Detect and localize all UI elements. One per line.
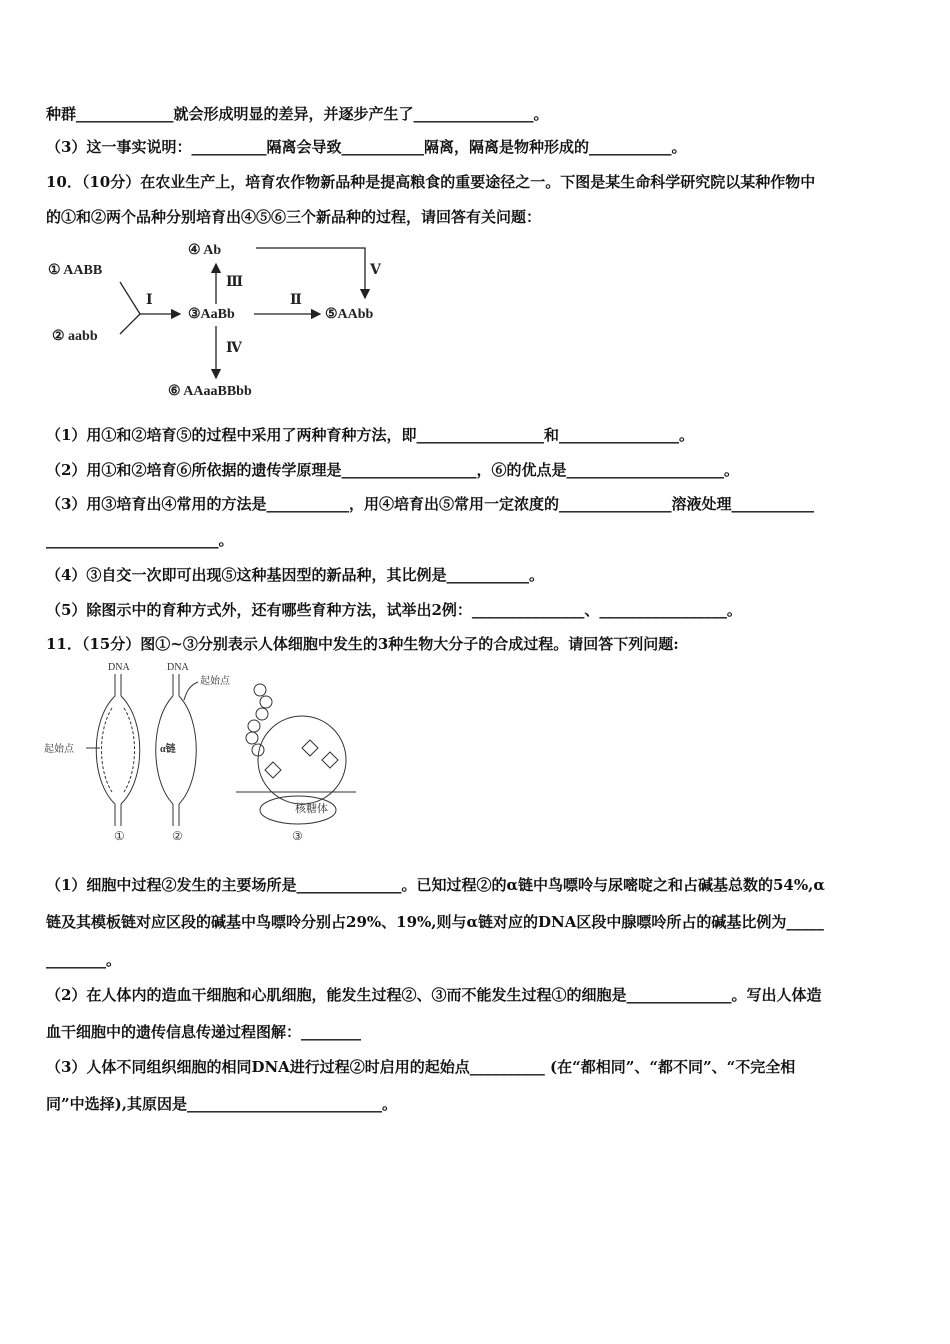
node-3: ③AaBb — [188, 307, 235, 322]
step-1: Ⅰ — [146, 293, 153, 308]
cross-line-1 — [120, 282, 140, 314]
caption-2: ② — [172, 829, 183, 843]
amino-acid-3 — [256, 708, 268, 720]
trna-2 — [302, 740, 318, 756]
text-line-9: （4）③自交一次即可出现⑤这种基因型的新品种，其比例是___________。 — [46, 566, 544, 584]
dna1-new-strand-left — [102, 708, 113, 792]
text-line-12: （1）细胞中过程②发生的主要场所是______________。已知过程②的α链中鸟嘌呤与尿嘧啶之和占碱基总数的54%,α — [46, 876, 825, 894]
text-line-18: 同”中选择),其原因是__________________________。 — [46, 1095, 397, 1113]
text-line-14: ________。 — [46, 951, 122, 969]
node-1: ① AABB — [48, 263, 103, 278]
node-6: ⑥ AAaaBBbb — [168, 384, 252, 399]
text-line-13: 链及其模板链对应区段的碱基中鸟嘌呤分别占29%、19%,则与α链对应的DNA区段中腺嘌呤所占的碱基比例为_____ — [46, 913, 824, 931]
text-line-10: （5）除图示中的育种方式外，还有哪些育种方法，试举出2例：_______________、_________________。 — [46, 601, 742, 619]
origin-arrow-top — [184, 682, 198, 700]
text-line-16: 血干细胞中的遗传信息传递过程图解：________ — [46, 1023, 362, 1041]
caption-1: ① — [114, 829, 125, 843]
text-line-2: （3）这一事实说明：__________隔离会导致___________隔离，隔离是物种形成的___________。 — [46, 138, 687, 156]
step-5: Ⅴ — [370, 263, 381, 278]
cross-line-2 — [120, 314, 140, 334]
breeding-diagram — [40, 232, 400, 407]
text-line-15: （2）在人体内的造血干细胞和心肌细胞，能发生过程②、③而不能发生过程①的细胞是______________。写出人体造 — [46, 986, 822, 1004]
dna-label-2: DNA — [167, 662, 189, 673]
dna2-bubble-right — [179, 696, 196, 804]
step-3: Ⅲ — [226, 275, 244, 290]
dna-label-1: DNA — [108, 662, 130, 673]
alpha-chain-label: α链 — [160, 744, 176, 755]
step-4: Ⅳ — [226, 341, 242, 356]
text-line-4: 的①和②两个品种分别培育出④⑤⑥三个新品种的过程，请回答有关问题： — [46, 208, 542, 226]
ribosome-label: 核糖体 — [295, 803, 328, 815]
arrow-5 — [256, 248, 365, 298]
cell-circle — [258, 716, 346, 804]
trna-1 — [265, 762, 281, 778]
caption-3: ③ — [292, 829, 303, 843]
amino-acid-2 — [260, 696, 272, 708]
trna-3 — [322, 752, 338, 768]
synthesis-diagram — [40, 660, 360, 845]
amino-acid-4 — [248, 720, 260, 732]
node-5: ⑤AAbb — [325, 307, 374, 322]
text-line-7: （3）用③培育出④常用的方法是___________，用④培育出⑤常用一定浓度的_______________溶液处理___________ — [46, 495, 814, 513]
node-2: ② aabb — [52, 329, 98, 344]
origin-label-top: 起始点 — [200, 676, 230, 687]
origin-label-left: 起始点 — [44, 744, 74, 755]
node-4: ④ Ab — [188, 243, 222, 258]
text-line-11: 11．（15分）图①~③分别表示人体细胞中发生的3种生物大分子的合成过程。请回答下列问题: — [46, 635, 679, 653]
amino-acid-1 — [254, 684, 266, 696]
text-line-6: （2）用①和②培育⑥所依据的遗传学原理是__________________，⑥的优点是_____________________。 — [46, 461, 739, 479]
dna1-bubble-left — [96, 696, 115, 804]
dna1-new-strand-right — [124, 708, 135, 792]
amino-acid-5 — [246, 732, 258, 744]
step-2: Ⅱ — [290, 293, 302, 308]
text-line-8: _______________________。 — [46, 531, 234, 549]
text-line-3: 10．（10分）在农业生产上，培育农作物新品种是提高粮食的重要途径之一。下图是某生命科学研究院以某种作物中 — [46, 173, 816, 191]
dna1-bubble-right — [121, 696, 140, 804]
text-line-17: （3）人体不同组织细胞的相同DNA进行过程②时启用的起始点__________ (在“都相同”、“都不同”、“不完全相 — [46, 1058, 796, 1076]
text-line-1: 种群_____________就会形成明显的差异，并逐步产生了________________。 — [46, 105, 549, 123]
text-line-5: （1）用①和②培育⑤的过程中采用了两种育种方法，即_________________和________________。 — [46, 426, 694, 444]
